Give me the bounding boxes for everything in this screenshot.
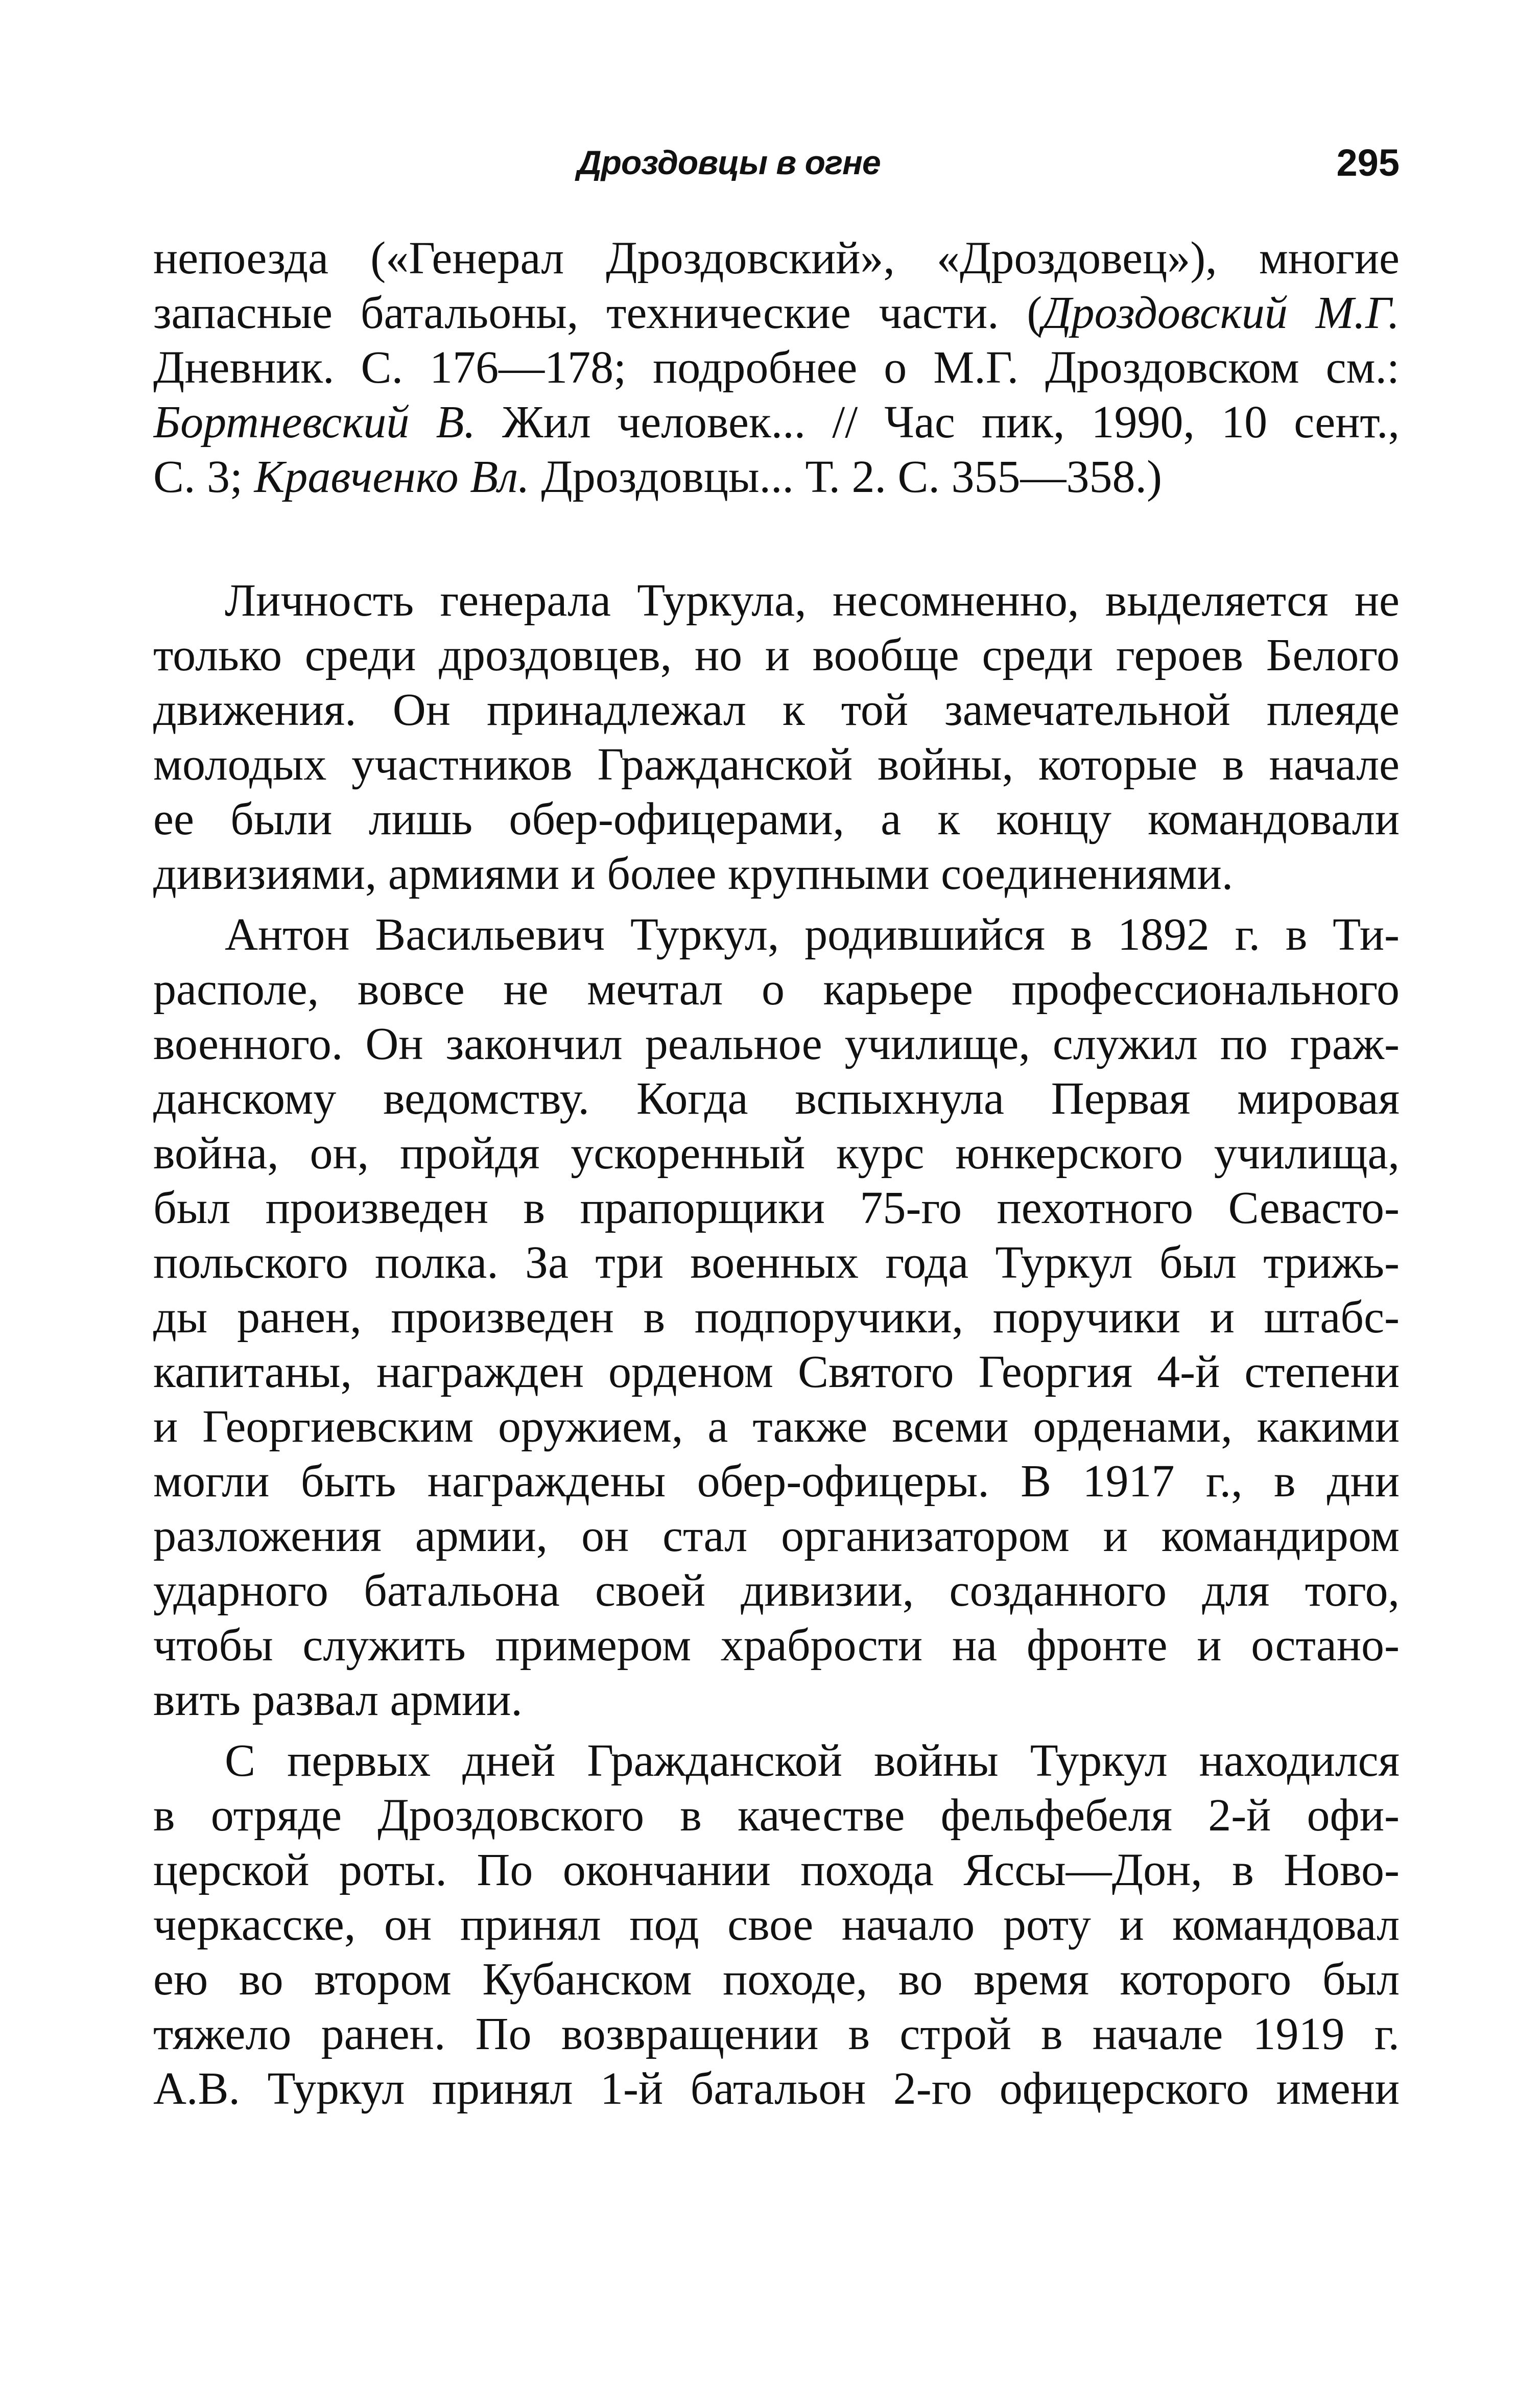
note-line bbox=[153, 450, 1400, 504]
paragraph-1 bbox=[153, 573, 1400, 901]
text-line: молодых участников Гражданской войны, которые в начале bbox=[153, 739, 1400, 790]
text-line: дивизиями, армиями и более крупными соединениями. bbox=[153, 849, 1234, 899]
note-line: непоезда («Генерал Дроздовский», «Дроздовец»), многие bbox=[153, 233, 1400, 284]
page-header bbox=[153, 138, 1400, 199]
text-line: ударного батальона своей дивизии, созданного для того, bbox=[153, 1565, 1400, 1616]
source-note bbox=[153, 231, 1400, 504]
note-line bbox=[153, 395, 1400, 450]
text-line: военного. Он закончил реальное училище, служил по граж- bbox=[153, 1019, 1400, 1069]
paragraph-2 bbox=[153, 907, 1400, 1727]
text-line: А.В. Туркул принял 1-й батальон 2-го офицерского имени bbox=[153, 2063, 1400, 2114]
text-line: ею во втором Кубанском походе, во время которого был bbox=[153, 1954, 1400, 2005]
text-line: только среди дроздовцев, но и вообще среди героев Белого bbox=[153, 630, 1400, 680]
text-line: чтобы служить примером храбрости на фронте и остано- bbox=[153, 1620, 1400, 1671]
text-line: вить развал армии. bbox=[153, 1675, 523, 1725]
text-line: ды ранен, произведен в подпоручики, поручики и штабс- bbox=[153, 1292, 1400, 1343]
text-line: данскому ведомству. Когда вспыхнула Первая мировая bbox=[153, 1073, 1400, 1124]
text-line: разложения армии, он стал организатором и командиром bbox=[153, 1511, 1400, 1561]
note-text: Дроздовцы... Т. 2. С. 355—358.) bbox=[529, 452, 1163, 502]
note-author-kravchenko: Кравченко Вл. bbox=[254, 452, 530, 502]
text-line: Антон Васильевич Туркул, родившийся в 1892 г. в Ти- bbox=[225, 909, 1400, 960]
text-line: тяжело ранен. По возвращении в строй в начале 1919 г. bbox=[153, 2009, 1400, 2059]
text-line: война, он, пройдя ускоренный курс юнкерского училища, bbox=[153, 1128, 1400, 1179]
page-number: 295 bbox=[1336, 142, 1400, 184]
note-line bbox=[153, 286, 1400, 340]
text-line: польского полка. За три военных года Туркул был трижь- bbox=[153, 1237, 1400, 1288]
text-line: был произведен в прапорщики 75-го пехотного Севасто- bbox=[153, 1183, 1400, 1233]
text-line: располе, вовсе не мечтал о карьере профессионального bbox=[153, 964, 1400, 1015]
note-text: Жил человек... // Час пик, 1990, 10 сент., bbox=[476, 397, 1400, 448]
text-line: С первых дней Гражданской войны Туркул находился bbox=[225, 1735, 1400, 1786]
note-line: Дневник. С. 176—178; подробнее о М.Г. Дроздовском см.: bbox=[153, 342, 1400, 393]
note-text: С. 3; bbox=[153, 452, 254, 502]
text-line: черкасске, он принял под свое начало роту и командовал bbox=[153, 1899, 1400, 1950]
note-author-drozdovsky: Дроздовский М.Г. bbox=[1042, 288, 1400, 338]
text-line: ее были лишь обер-офицерами, а к концу командовали bbox=[153, 794, 1400, 844]
paragraph-3 bbox=[153, 1733, 1400, 2116]
note-text: запасные батальоны, технические части. ( bbox=[153, 288, 1043, 338]
running-title: Дроздовцы в огне bbox=[577, 144, 881, 181]
note-author-bortnevsky: Бортневский В. bbox=[153, 397, 476, 448]
text-line: капитаны, награжден орденом Святого Георгия 4-й степени bbox=[153, 1347, 1400, 1397]
text-line: церской роты. По окончании похода Яссы—Дон, в Ново- bbox=[153, 1845, 1400, 1895]
text-line: в отряде Дроздовского в качестве фельфебеля 2-й офи- bbox=[153, 1790, 1400, 1841]
text-line: могли быть награждены обер-офицеры. В 1917 г., в дни bbox=[153, 1456, 1400, 1507]
text-line: Личность генерала Туркула, несомненно, выделяется не bbox=[225, 575, 1400, 626]
text-line: и Георгиевским оружием, а также всеми орденами, какими bbox=[153, 1401, 1400, 1452]
page-body bbox=[153, 231, 1400, 2122]
text-line: движения. Он принадлежал к той замечательной плеяде bbox=[153, 685, 1400, 735]
